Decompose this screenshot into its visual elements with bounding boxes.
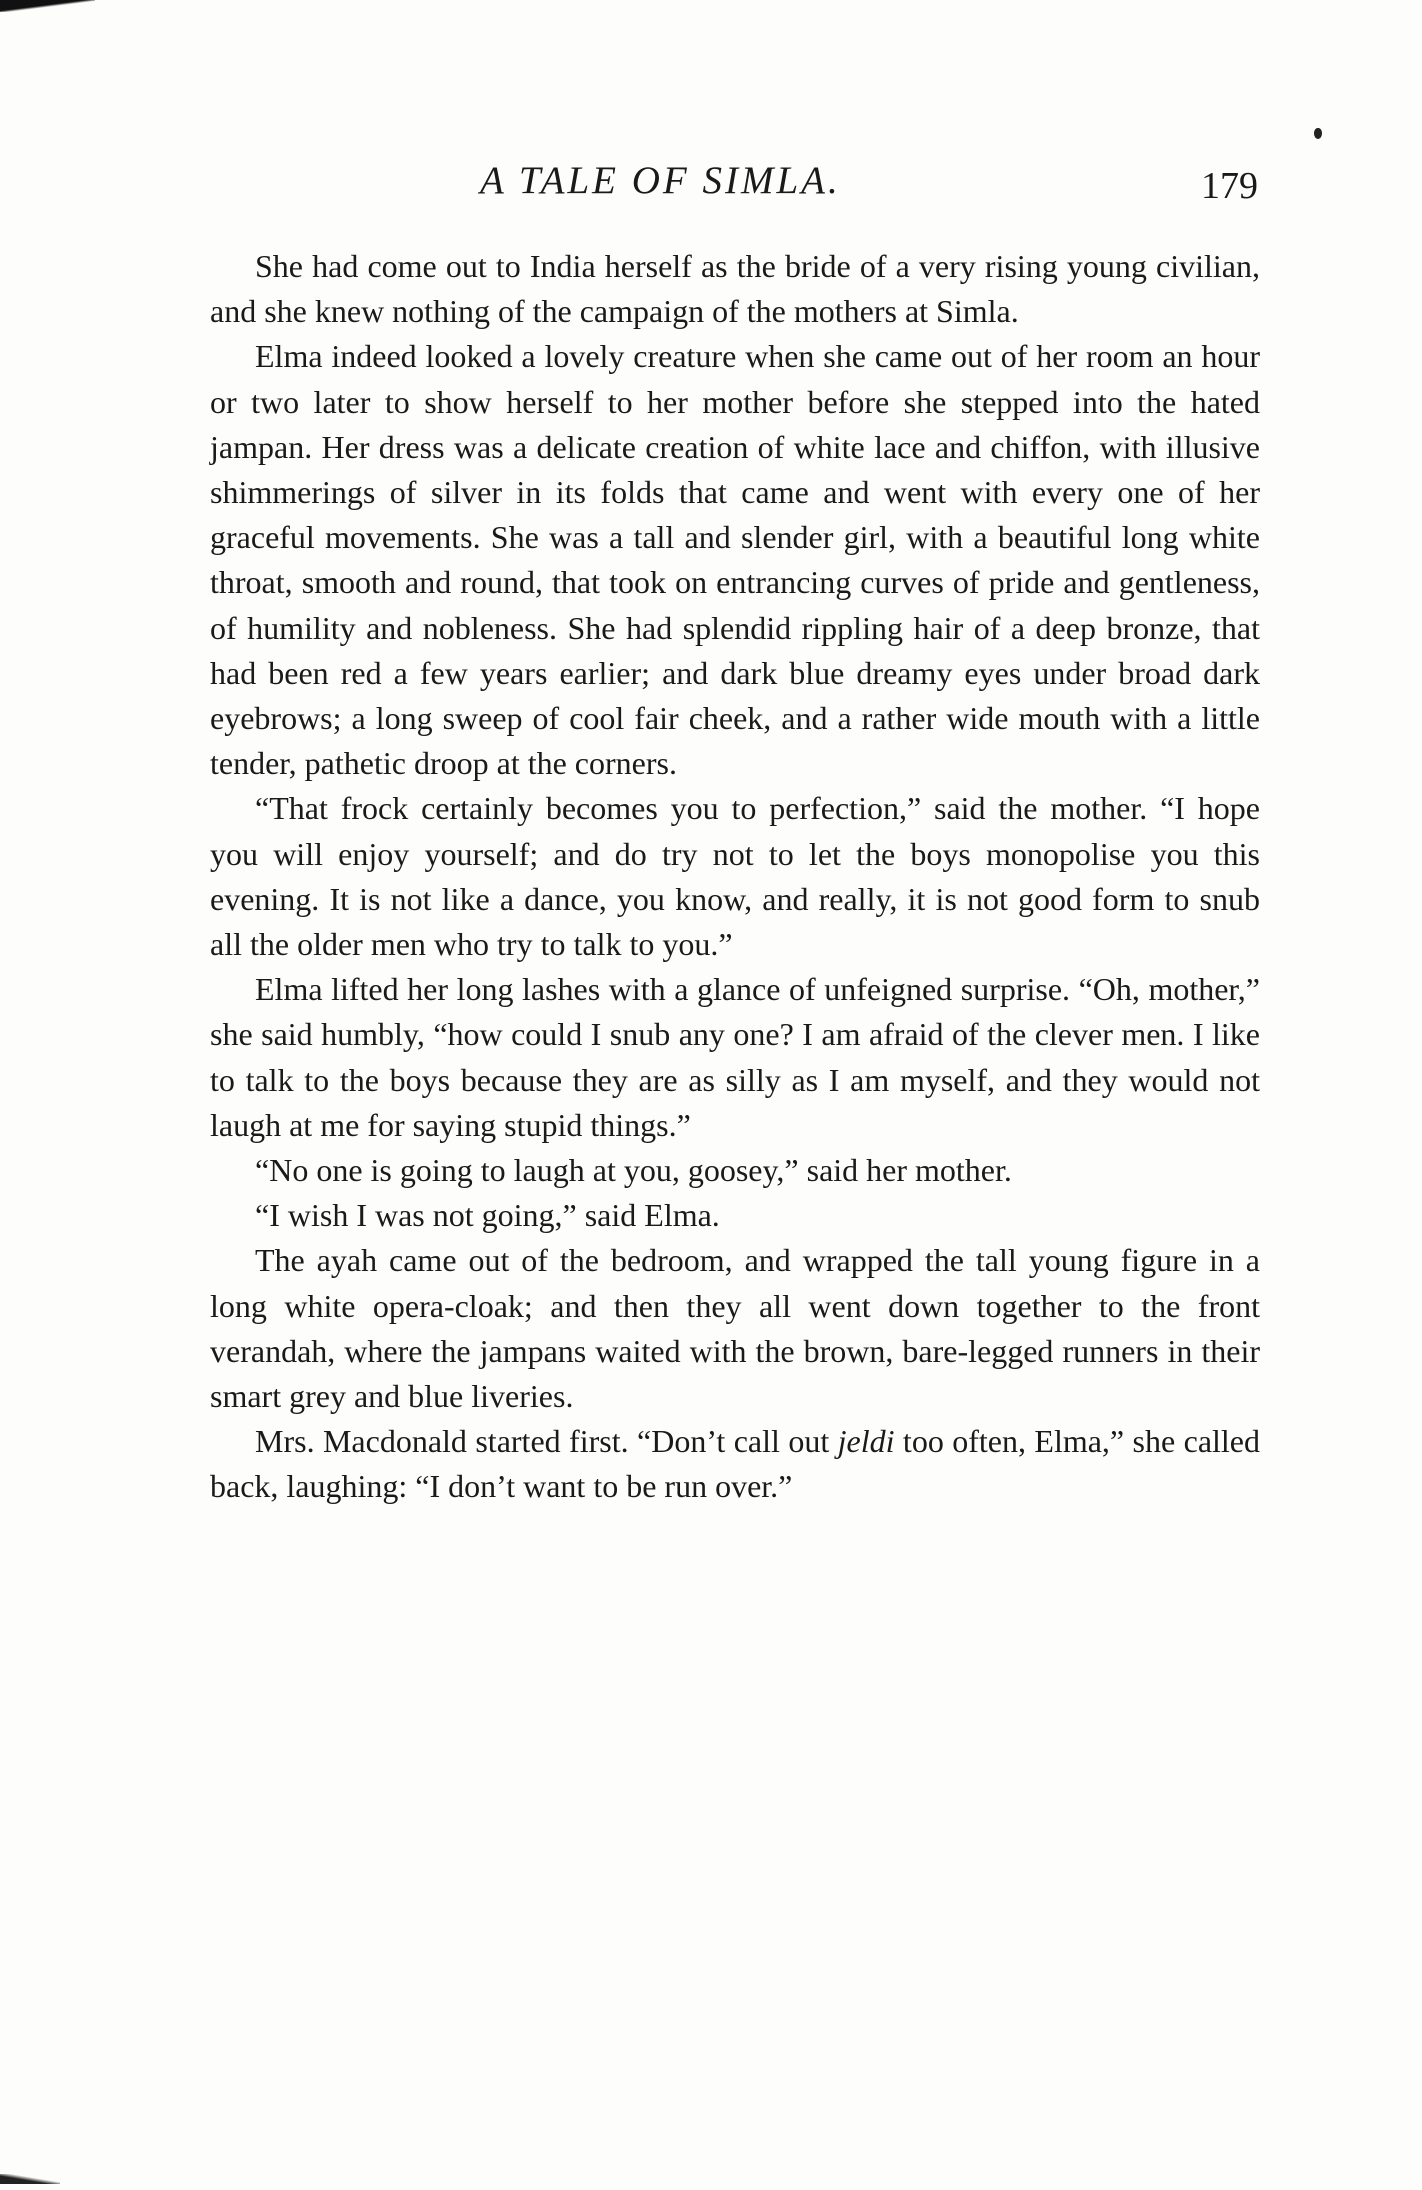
paragraph-1: She had come out to India herself as the bride of a very rising young civilian, and she knew nothing of the campaign of the mothers at Simla.	[210, 248, 1260, 330]
paragraph-2: Elma indeed looked a lovely creature when she came out of her room an hour or two later to show herself to her mother before she stepped into the hated jampan. Her dress was a delicate creation of white lace and chiffon, with illusive shimmerings of silver in its folds that came and went with every one of her graceful movements. She was a tall and slender girl, with a beautiful long white throat, smooth and round, that took on entrancing curves of pride and gentleness, of humility and nobleness. She had splendid rippling hair of a deep bronze, that had been red a few years earlier; and dark blue dreamy eyes under broad dark eyebrows; a long sweep of cool fair cheek, and a rather wide mouth with a little tender, pathetic droop at the corners.	[210, 338, 1260, 782]
paragraph-7: The ayah came out of the bedroom, and wrapped the tall young figure in a long white opera-cloak; and then they all went down together to the front verandah, where the jampans waited with the brown, bare-legged runners in their smart grey and blue liveries.	[210, 1242, 1260, 1415]
italic-word-jeldi: jeldi	[837, 1423, 895, 1460]
scan-edge-mark-bottom	[0, 2174, 60, 2184]
paragraph-8-end: too often, Elma,” she called back, laughing: “I don’t want to be run over.”	[210, 1423, 1261, 1505]
paragraph-6: “I wish I was not going,” said Elma.	[255, 1197, 720, 1234]
page-number: 179	[1201, 165, 1258, 207]
running-title: A TALE OF SIMLA.	[480, 159, 841, 202]
paragraph-3: “That frock certainly becomes you to perfection,” said the mother. “I hope you will enjoy yourself; and do try not to let the boys monopolise you this evening. It is not like a dance, you know, and really, it is not good form to snub all the older men who try to talk to you.”	[210, 790, 1260, 963]
paragraph-8-start: Mrs. Macdonald started first. “Don’t call out	[255, 1423, 838, 1460]
paragraph-8	[210, 1419, 1260, 1509]
ink-speck	[1314, 128, 1322, 139]
body-text	[210, 244, 1260, 1510]
paragraph-4: Elma lifted her long lashes with a glance of unfeigned surprise. “Oh, mother,” she said humbly, “how could I snub any one? I am afraid of the clever men. I like to talk to the boys because they are as silly as I am myself, and they would not laugh at me for saying stupid things.”	[210, 971, 1260, 1143]
scan-edge-mark	[0, 0, 95, 12]
paragraph-5: “No one is going to laugh at you, goosey,” said her mother.	[255, 1152, 1012, 1189]
running-head	[208, 158, 1258, 208]
